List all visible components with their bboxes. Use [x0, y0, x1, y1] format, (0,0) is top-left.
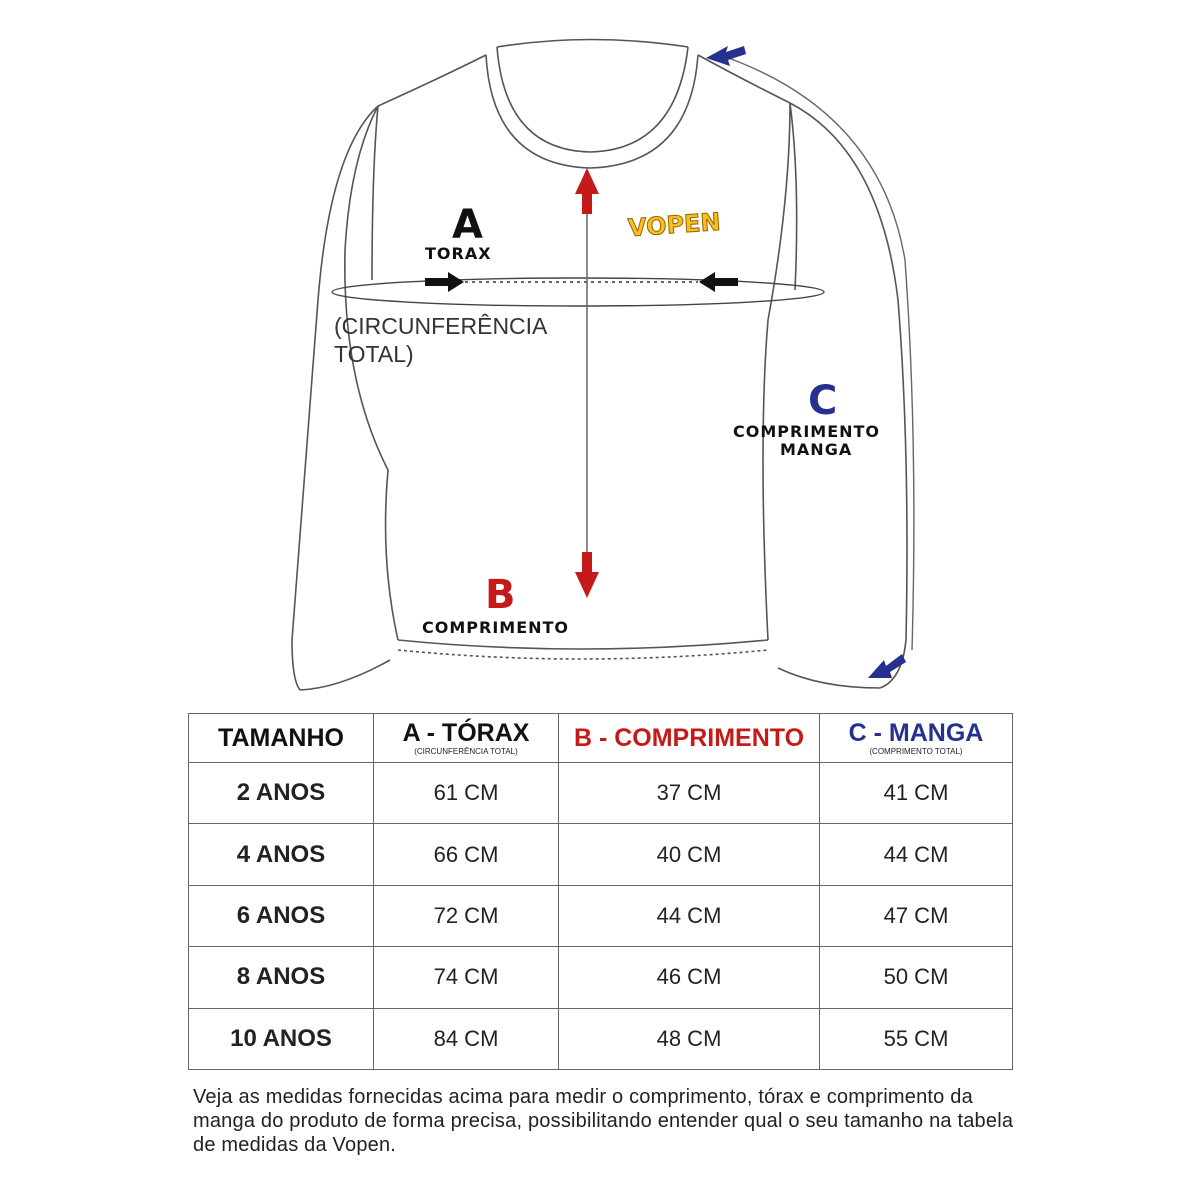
length-arrow-up-icon [575, 168, 599, 214]
vopen-logo [627, 208, 721, 242]
torax-cell: 74 CM [374, 947, 559, 1008]
header-torax: A - TÓRAX (CIRCUNFERÊNCIA TOTAL) [374, 714, 559, 763]
table-header-row [189, 714, 1013, 763]
header-comprimento: B - COMPRIMENTO [559, 714, 820, 763]
header-manga: C - MANGA (COMPRIMENTO TOTAL) [820, 714, 1013, 763]
table-row [189, 947, 1013, 1008]
label-c-title-line1: COMPRIMENTO [733, 422, 881, 441]
manga-cell: 55 CM [820, 1008, 1013, 1069]
torax-cell: 61 CM [374, 763, 559, 824]
circumference-note-line2: TOTAL) [334, 341, 414, 367]
vopen-logo-text: VOPEN [627, 207, 722, 243]
table-row [189, 824, 1013, 885]
table-row [189, 885, 1013, 946]
label-a-title: TORAX [425, 244, 492, 263]
chest-arrow-left-icon [699, 272, 738, 292]
comprimento-cell: 40 CM [559, 824, 820, 885]
circumference-note-line1: (CIRCUNFERÊNCIA [334, 313, 548, 339]
size-cell: 4 ANOS [189, 824, 374, 885]
label-a-letter: A [452, 202, 483, 248]
table-row [189, 1008, 1013, 1069]
manga-cell: 47 CM [820, 885, 1013, 946]
size-cell: 6 ANOS [189, 885, 374, 946]
table-row [189, 763, 1013, 824]
manga-cell: 44 CM [820, 824, 1013, 885]
size-cell: 2 ANOS [189, 763, 374, 824]
sleeve-length-line [720, 55, 914, 650]
torax-cell: 66 CM [374, 824, 559, 885]
header-tamanho: TAMANHO [189, 714, 374, 763]
measurement-footnote: Veja as medidas fornecidas acima para medir o comprimento, tórax e comprimento da manga do produto de forma precisa, possibilitando entender qual o seu tamanho na tabela de medidas da Vopen. [193, 1086, 1014, 1156]
label-b-letter: B [485, 572, 516, 618]
torax-cell: 72 CM [374, 885, 559, 946]
manga-cell: 41 CM [820, 763, 1013, 824]
comprimento-cell: 48 CM [559, 1008, 820, 1069]
comprimento-cell: 44 CM [559, 885, 820, 946]
label-c-title-line2: MANGA [780, 440, 853, 459]
size-table [188, 713, 1013, 1070]
size-cell: 10 ANOS [189, 1008, 374, 1069]
size-cell: 8 ANOS [189, 947, 374, 1008]
label-c-letter: C [808, 378, 838, 424]
sleeve-arrows [706, 46, 906, 678]
manga-cell: 50 CM [820, 947, 1013, 1008]
chest-arrow-right-icon [425, 272, 464, 292]
torax-cell: 84 CM [374, 1008, 559, 1069]
comprimento-cell: 46 CM [559, 947, 820, 1008]
length-arrow-down-icon [575, 552, 599, 598]
comprimento-cell: 37 CM [559, 763, 820, 824]
label-b-title: COMPRIMENTO [422, 618, 570, 637]
